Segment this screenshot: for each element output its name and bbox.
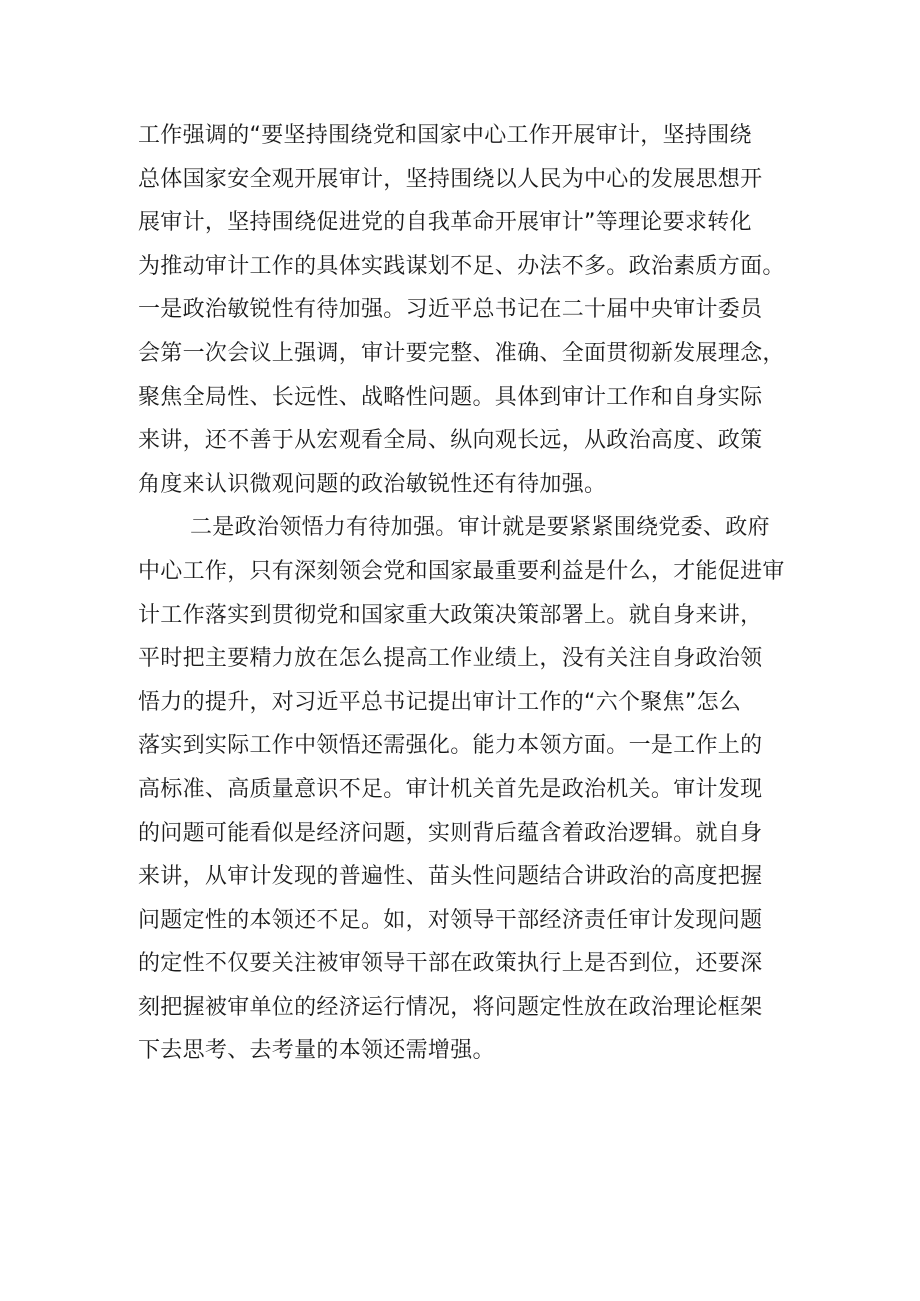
text-line: 问题定性的本领还不足。如，对领导干部经济责任审计发现问题 bbox=[138, 907, 763, 933]
text-line: 刻把握被审单位的经济运行情况，将问题定性放在政治理论框架 bbox=[138, 994, 763, 1020]
text-line: 悟力的提升，对习近平总书记提出审计工作的“六个聚焦”怎么 bbox=[138, 689, 742, 715]
text-line: 落实到实际工作中领悟还需强化。能力本领方面。一是工作上的 bbox=[138, 733, 763, 759]
text-line: 展审计，坚持围绕促进党的自我革命开展审计”等理论要求转化 bbox=[138, 210, 752, 236]
text-line: 来讲，还不善于从宏观看全局、纵向观长远，从政治高度、政策 bbox=[138, 428, 763, 454]
text-line: 下去思考、去考量的本领还需增强。 bbox=[138, 1038, 495, 1064]
text-line: 角度来认识微观问题的政治敏锐性还有待加强。 bbox=[138, 471, 607, 497]
text-line: 总体国家安全观开展审计，坚持围绕以人民为中心的发展思想开 bbox=[138, 166, 763, 192]
paragraph-1 bbox=[138, 114, 808, 506]
text-line: 中心工作，只有深刻领会党和国家最重要利益是什么，才能促进审 bbox=[138, 558, 785, 584]
text-line: 聚焦全局性、长远性、战略性问题。具体到审计工作和自身实际 bbox=[138, 384, 763, 410]
text-line: 计工作落实到贯彻党和国家重大政策决策部署上。就自身来讲， bbox=[138, 602, 763, 628]
text-line: 一是政治敏锐性有待加强。习近平总书记在二十届中央审计委员 bbox=[138, 297, 763, 323]
text-line: 的定性不仅要关注被审领导干部在政策执行上是否到位，还要深 bbox=[138, 951, 763, 977]
text-line: 高标准、高质量意识不足。审计机关首先是政治机关。审计发现 bbox=[138, 776, 763, 802]
text-line: 为推动审计工作的具体实践谋划不足、办法不多。政治素质方面。 bbox=[138, 253, 785, 279]
text-line: 平时把主要精力放在怎么提高工作业绩上，没有关注自身政治领 bbox=[138, 646, 763, 672]
text-line: 来讲，从审计发现的普遍性、苗头性问题结合讲政治的高度把握 bbox=[138, 864, 763, 890]
text-line: 二是政治领悟力有待加强。审计就是要紧紧围绕党委、政府 bbox=[190, 515, 770, 541]
document-body bbox=[138, 114, 808, 1073]
paragraph-2 bbox=[138, 506, 808, 1073]
text-line: 的问题可能看似是经济问题，实则背后蕴含着政治逻辑。就自身 bbox=[138, 820, 763, 846]
text-line: 工作强调的“要坚持围绕党和国家中心工作开展审计，坚持围绕 bbox=[138, 123, 752, 148]
text-line: 会第一次会议上强调，审计要完整、准确、全面贯彻新发展理念， bbox=[138, 340, 785, 366]
